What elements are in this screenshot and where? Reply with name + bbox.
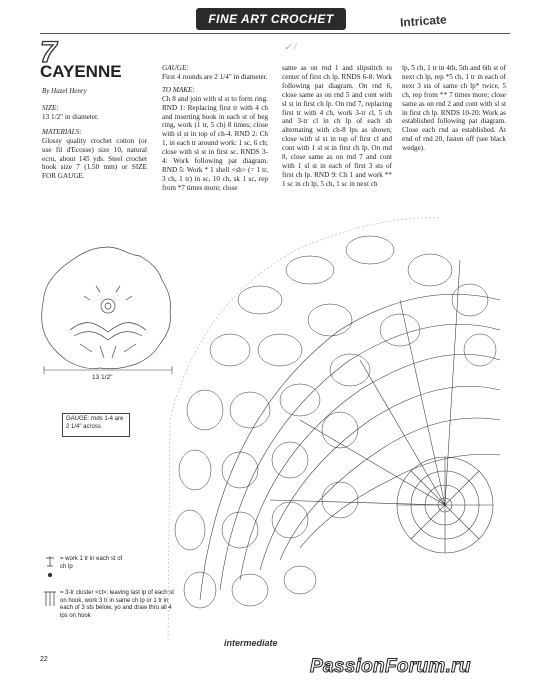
instructions-part-1: Ch 8 and join with sl st to form ring. RND 1: Replacing first tr with 4 ch and inserting hook in each st of beg ring, work (1 tr, 5 ch) 8 times; close with sl st in top of ch-4. RND 2: Ch 1, in each tr around work: 1 sc, 6 ch; close with sl st in first sc. RNDS 3-4: Work following pat diagram. RND 5: Work * 1 shell <sh> (= 1 tr, 3 ch, 1 tr) in sc, 10 ch, sk 1 sc, rep from *7 times more; close <box>162 94 268 192</box>
size-text: 13 1/2" in diameter. <box>42 112 99 121</box>
materials-heading: MATERIALS: <box>42 127 82 136</box>
site-watermark: PassionForum.ru <box>310 656 471 677</box>
difficulty-level: intermediate <box>224 638 278 648</box>
key-cluster-note: = 3-tr cluster <cl>: leaving last lp of each st on hook, work 3 tr in same ch lp or 1 tr in each of 3 sts below, yo and draw thru all 4 lps on hook <box>60 590 174 619</box>
pattern-number: 7 <box>40 36 57 69</box>
crochet-chart <box>168 218 500 640</box>
key-symbols <box>44 556 56 606</box>
key-tr-note: = work 1 tr in each st of ch lp <box>60 556 123 570</box>
header-banner: FINE ART CROCHET <box>196 8 346 30</box>
gauge-heading: GAUGE: <box>162 64 189 72</box>
instructions-part-2: same as on rnd 1 and slipstitch to center of first ch lp. RNDS 6-8: Work following pat diagram. On rnd 6, close same as on rnd 5 and cont with sl st in first ch lp. On rnd 7, replacing first tr with 4 ch, work 3-tr cl, 5 ch and 3-tr cl in ch lp of each sh alternating with ch-8 lps as shown; close with sl st in top of first cl and cont with 1 sl st in first ch lp. On rnd 8, close same as on rnd 7 and cont with 1 sl st in each of first 3 sts of first ch lp. RND 9: Ch 1 and work ** 1 sc in ch lp, 5 ch, 1 sc in next ch <box>282 64 392 188</box>
designer-credit: By Hazel Henry <box>42 87 87 95</box>
materials-text: Glossy quality crochet cotton (or use fil d'Ecosse) size 10, natural ecru, about 145 yds. Steel crochet hook size 7 (1.50 mm) or SIZE FOR GAUGE. <box>42 136 147 181</box>
pattern-title: CAYENNE <box>40 62 122 81</box>
handwritten-mark: ✓ / <box>284 42 297 52</box>
category-label: Intricate <box>399 12 448 30</box>
gauge-note-box: GAUGE: rnds 1-4 are 2 1/4" across <box>62 413 130 437</box>
tomake-heading: TO MAKE: <box>162 85 195 94</box>
dimension-line <box>44 366 172 374</box>
size-heading: SIZE: <box>42 104 59 112</box>
page-number: 22 <box>40 656 48 663</box>
doily-thumbnail <box>42 247 171 369</box>
gauge-text: First 4 rounds are 2 1/4" in diameter. <box>162 72 268 81</box>
dimension-label: 13 1/2" <box>92 374 113 381</box>
instructions-part-3: lp, 5 ch, 1 tr in 4th, 5th and 6th st of next ch lp, rep *5 ch, 1 tr in each of next 3 sts of same ch lp* twice, 5 ch, rep from ** 7 times more; close same as on rnd 2 and cont with sl st in first ch lp. RNDS 10-20: Work as established following pat diagram. Close each rnd as established. At end of rnd 20, fasten off (see black wedge). <box>402 64 506 153</box>
